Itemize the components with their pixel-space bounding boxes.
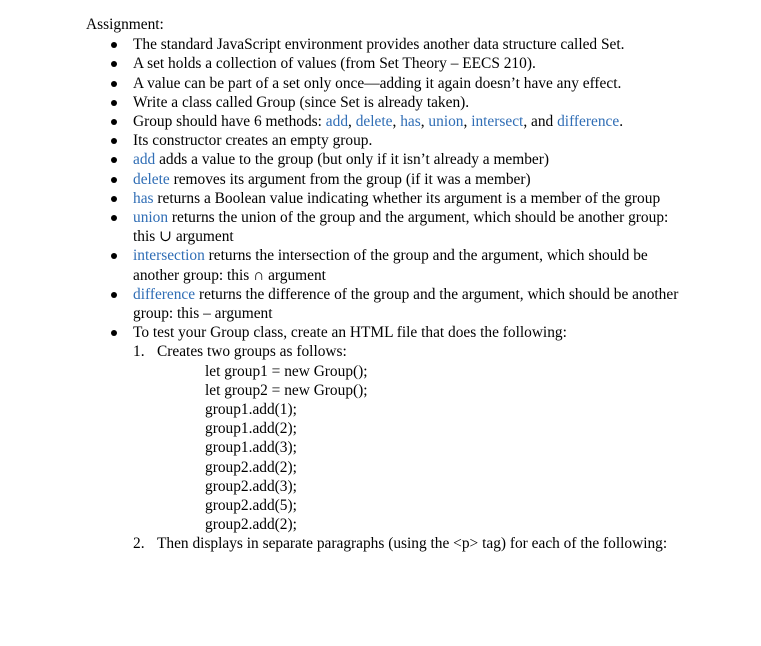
- code-line: let group2 = new Group();: [205, 381, 368, 399]
- bullet-icon: [111, 215, 117, 221]
- keyword-union: union: [133, 209, 169, 227]
- separator: , and: [523, 113, 558, 131]
- bullet-icon: [111, 196, 117, 202]
- bullet-text: The standard JavaScript environment provides another data structure called Set.: [133, 36, 625, 54]
- bullet-item: [86, 246, 686, 284]
- bullet-text: adds a value to the group (but only if it isn’t already a member): [155, 151, 550, 169]
- separator: ,: [420, 113, 429, 131]
- code-line: group1.add(1);: [205, 401, 297, 419]
- bullet-icon: [111, 177, 117, 183]
- bullet-icon: [111, 138, 117, 144]
- bullet-text: Its constructor creates an empty group.: [133, 132, 373, 150]
- keyword-add: add: [133, 151, 156, 169]
- methods-suffix: .: [619, 113, 624, 131]
- bullet-icon: [111, 119, 117, 125]
- code-line: group2.add(5);: [205, 497, 297, 515]
- bullet-text: A value can be part of a set only once—adding it again doesn’t have any effect.: [133, 74, 622, 92]
- requirements-list: [86, 35, 686, 553]
- code-line: group1.add(2);: [205, 420, 297, 438]
- code-line: group2.add(2);: [205, 516, 297, 534]
- bullet-text: A set holds a collection of values (from Set Theory – EECS 210).: [133, 55, 536, 73]
- test-steps-list: [133, 342, 686, 553]
- code-line: group2.add(3);: [205, 477, 297, 495]
- bullet-text: Write a class called Group (since Set is already taken).: [133, 93, 470, 111]
- bullet-icon: [111, 292, 117, 298]
- separator: ,: [463, 113, 472, 131]
- code-line: group1.add(3);: [205, 439, 297, 457]
- code-line: group2.add(2);: [205, 458, 297, 476]
- keyword-difference: difference: [133, 285, 196, 303]
- bullet-icon: [111, 253, 117, 259]
- bullet-item: [86, 54, 686, 73]
- bullet-item-methods: [86, 112, 686, 131]
- keyword-has: has: [133, 189, 154, 207]
- bullet-text: To test your Group class, create an HTML file that does the following:: [133, 324, 567, 342]
- step-text: Then displays in separate paragraphs (using the <p> tag) for each of the following:: [157, 535, 668, 553]
- bullet-icon: [111, 42, 117, 48]
- bullet-text: returns a Boolean value indicating whether its argument is a member of the group: [153, 189, 661, 207]
- keyword-delete: delete: [133, 170, 170, 188]
- step-item: [133, 534, 686, 553]
- code-block: [157, 362, 686, 535]
- method-intersect: intersect: [471, 113, 524, 131]
- bullet-icon: [111, 330, 117, 336]
- step-item: [133, 342, 686, 534]
- step-number: 2.: [133, 535, 145, 553]
- methods-prefix: Group should have 6 methods:: [133, 113, 326, 131]
- bullet-icon: [111, 81, 117, 87]
- bullet-item: [86, 285, 686, 323]
- method-difference: difference: [557, 113, 620, 131]
- bullet-text: returns the intersection of the group and the argument, which should be another group: this ∩ argument: [133, 247, 648, 284]
- keyword-intersection: intersection: [133, 247, 205, 265]
- step-number: 1.: [133, 343, 145, 361]
- method-union: union: [428, 113, 464, 131]
- bullet-item: [86, 189, 686, 208]
- assignment-heading: Assignment:: [86, 16, 164, 33]
- method-delete: delete: [355, 113, 393, 131]
- bullet-text: removes its argument from the group (if it was a member): [169, 170, 531, 188]
- bullet-item: [86, 93, 686, 112]
- bullet-item: [86, 74, 686, 93]
- bullet-item: [86, 208, 686, 246]
- separator: ,: [392, 113, 401, 131]
- separator: ,: [348, 113, 356, 131]
- code-line: let group1 = new Group();: [205, 362, 368, 380]
- bullet-item: [86, 131, 686, 150]
- bullet-item: [86, 35, 686, 54]
- bullet-item: [86, 170, 686, 189]
- step-text: Creates two groups as follows:: [157, 343, 347, 361]
- bullet-icon: [111, 157, 117, 163]
- bullet-item: [86, 150, 686, 169]
- method-has: has: [400, 113, 421, 131]
- assignment-document: [86, 15, 686, 554]
- bullet-text: returns the difference of the group and the argument, which should be another group: this – argument: [133, 285, 679, 323]
- bullet-text: returns the union of the group and the argument, which should be another group: this ∪ argument: [133, 209, 669, 246]
- bullet-icon: [111, 100, 117, 106]
- method-add: add: [325, 113, 349, 131]
- bullet-icon: [111, 61, 117, 67]
- bullet-item-test: [86, 323, 686, 553]
